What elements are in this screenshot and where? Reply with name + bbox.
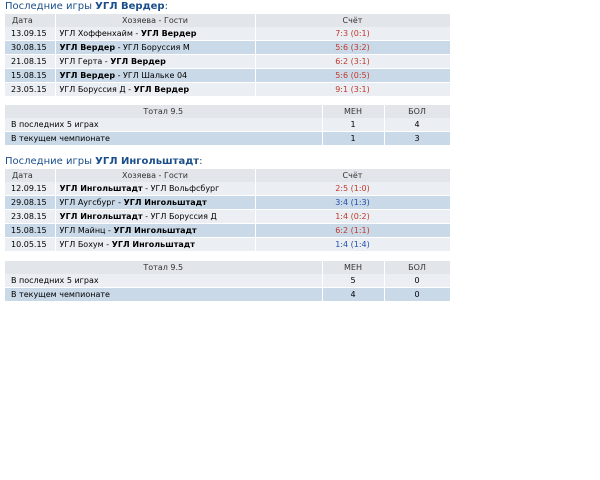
team-separator: - bbox=[103, 240, 112, 249]
team-separator: - bbox=[115, 198, 124, 207]
match-score bbox=[255, 224, 450, 238]
section-title-werder bbox=[5, 1, 168, 12]
away-team[interactable]: УГЛ Вердер bbox=[110, 57, 166, 66]
header-score: Счёт bbox=[255, 169, 450, 182]
match-date: 21.08.15 bbox=[5, 55, 55, 69]
away-team[interactable]: УГЛ Боруссия Д bbox=[150, 212, 217, 221]
table-row bbox=[5, 27, 450, 41]
match-score bbox=[255, 55, 450, 69]
match-teams bbox=[55, 27, 255, 41]
matches-table-werder bbox=[5, 14, 451, 97]
matches-body bbox=[5, 27, 450, 97]
table-row bbox=[5, 55, 450, 69]
table-row bbox=[5, 196, 450, 210]
matches-body bbox=[5, 182, 450, 252]
matches-table-ingolstadt bbox=[5, 169, 451, 252]
section-title-ingolstadt bbox=[5, 156, 202, 167]
totals-under: 1 bbox=[322, 118, 384, 132]
home-team[interactable]: УГЛ Майнц bbox=[59, 226, 106, 235]
match-score bbox=[255, 41, 450, 55]
totals-under: 1 bbox=[322, 132, 384, 146]
match-teams bbox=[55, 238, 255, 252]
totals-over: 0 bbox=[384, 288, 450, 302]
table-row bbox=[5, 41, 450, 55]
table-header bbox=[5, 169, 450, 182]
match-score bbox=[255, 210, 450, 224]
totals-row bbox=[5, 118, 450, 132]
score-link[interactable]: 9:1 (3:1) bbox=[335, 85, 370, 94]
header-score: Счёт bbox=[255, 14, 450, 27]
totals-label: В текущем чемпионате bbox=[5, 132, 322, 146]
table-row bbox=[5, 210, 450, 224]
match-teams bbox=[55, 55, 255, 69]
totals-row bbox=[5, 274, 450, 288]
match-score bbox=[255, 27, 450, 41]
match-date: 29.08.15 bbox=[5, 196, 55, 210]
home-team[interactable]: УГЛ Хоффенхайм bbox=[59, 29, 133, 38]
away-team[interactable]: УГЛ Ингольштадт bbox=[123, 198, 207, 207]
totals-row bbox=[5, 288, 450, 302]
team-separator: - bbox=[142, 212, 151, 221]
score-link[interactable]: 2:5 (1:0) bbox=[335, 184, 370, 193]
totals-header bbox=[5, 261, 450, 274]
table-row bbox=[5, 69, 450, 83]
score-link[interactable]: 1:4 (0:2) bbox=[335, 212, 370, 221]
totals-label: В последних 5 играх bbox=[5, 274, 322, 288]
match-teams bbox=[55, 182, 255, 196]
section-title-team[interactable]: УГЛ Ингольштадт bbox=[95, 156, 200, 167]
totals-header-under: МЕН bbox=[322, 105, 384, 118]
score-link[interactable]: 7:3 (0:1) bbox=[335, 29, 370, 38]
match-teams bbox=[55, 83, 255, 97]
section-title-suffix: : bbox=[199, 156, 203, 167]
team-separator: - bbox=[132, 29, 141, 38]
home-team[interactable]: УГЛ Бохум bbox=[59, 240, 104, 249]
home-team[interactable]: УГЛ Боруссия Д bbox=[59, 85, 126, 94]
score-link[interactable]: 1:4 (1:4) bbox=[335, 240, 370, 249]
totals-header-label: Тотал 9.5 bbox=[5, 261, 322, 274]
score-link[interactable]: 3:4 (1:3) bbox=[335, 198, 370, 207]
home-team[interactable]: УГЛ Ингольштадт bbox=[59, 184, 143, 193]
table-row bbox=[5, 83, 450, 97]
totals-header-label: Тотал 9.5 bbox=[5, 105, 322, 118]
totals-label: В текущем чемпионате bbox=[5, 288, 322, 302]
totals-row bbox=[5, 132, 450, 146]
match-date: 13.09.15 bbox=[5, 27, 55, 41]
away-team[interactable]: УГЛ Боруссия М bbox=[123, 43, 190, 52]
totals-header-over: БОЛ bbox=[384, 105, 450, 118]
team-separator: - bbox=[125, 85, 134, 94]
match-score bbox=[255, 238, 450, 252]
match-teams bbox=[55, 41, 255, 55]
team-separator: - bbox=[105, 226, 114, 235]
match-score bbox=[255, 83, 450, 97]
score-link[interactable]: 6:2 (1:1) bbox=[335, 226, 370, 235]
header-date: Дата bbox=[5, 14, 55, 27]
totals-body bbox=[5, 274, 450, 302]
home-team[interactable]: УГЛ Ингольштадт bbox=[59, 212, 143, 221]
section-title-team[interactable]: УГЛ Вердер bbox=[95, 1, 165, 12]
match-date: 15.08.15 bbox=[5, 224, 55, 238]
header-teams: Хозяева - Гости bbox=[55, 14, 255, 27]
team-separator: - bbox=[102, 57, 111, 66]
match-date: 23.05.15 bbox=[5, 83, 55, 97]
team-separator: - bbox=[115, 71, 124, 80]
match-date: 15.08.15 bbox=[5, 69, 55, 83]
match-score bbox=[255, 69, 450, 83]
totals-body bbox=[5, 118, 450, 146]
away-team[interactable]: УГЛ Ингольштадт bbox=[113, 226, 197, 235]
totals-header bbox=[5, 105, 450, 118]
match-score bbox=[255, 182, 450, 196]
table-row bbox=[5, 224, 450, 238]
totals-under: 5 bbox=[322, 274, 384, 288]
totals-over: 4 bbox=[384, 118, 450, 132]
team-separator: - bbox=[142, 184, 151, 193]
totals-header-over: БОЛ bbox=[384, 261, 450, 274]
match-date: 12.09.15 bbox=[5, 182, 55, 196]
totals-under: 4 bbox=[322, 288, 384, 302]
match-score bbox=[255, 196, 450, 210]
table-header bbox=[5, 14, 450, 27]
totals-over: 3 bbox=[384, 132, 450, 146]
header-date: Дата bbox=[5, 169, 55, 182]
totals-label: В последних 5 играх bbox=[5, 118, 322, 132]
section-title-prefix: Последние игры bbox=[5, 156, 96, 167]
away-team[interactable]: УГЛ Шальке 04 bbox=[123, 71, 188, 80]
away-team[interactable]: УГЛ Ингольштадт bbox=[111, 240, 195, 249]
match-date: 23.08.15 bbox=[5, 210, 55, 224]
totals-table-werder bbox=[5, 105, 451, 146]
totals-table-ingolstadt bbox=[5, 261, 451, 302]
table-row bbox=[5, 238, 450, 252]
table-row bbox=[5, 182, 450, 196]
match-teams bbox=[55, 196, 255, 210]
section-title-suffix: : bbox=[164, 1, 168, 12]
away-team[interactable]: УГЛ Вердер bbox=[140, 29, 197, 38]
match-date: 10.05.15 bbox=[5, 238, 55, 252]
away-team[interactable]: УГЛ Вердер bbox=[133, 85, 190, 94]
score-link[interactable]: 5:6 (3:2) bbox=[335, 43, 370, 52]
score-link[interactable]: 5:6 (0:5) bbox=[335, 71, 370, 80]
header-teams: Хозяева - Гости bbox=[55, 169, 255, 182]
home-team[interactable]: УГЛ Герта bbox=[59, 57, 103, 66]
totals-header-under: МЕН bbox=[322, 261, 384, 274]
section-title-prefix: Последние игры bbox=[5, 1, 96, 12]
home-team[interactable]: УГЛ Вердер bbox=[59, 43, 116, 52]
totals-over: 0 bbox=[384, 274, 450, 288]
match-teams bbox=[55, 224, 255, 238]
match-teams bbox=[55, 69, 255, 83]
match-teams bbox=[55, 210, 255, 224]
score-link[interactable]: 6:2 (3:1) bbox=[335, 57, 370, 66]
home-team[interactable]: УГЛ Аугсбург bbox=[59, 198, 116, 207]
team-separator: - bbox=[115, 43, 124, 52]
home-team[interactable]: УГЛ Вердер bbox=[59, 71, 116, 80]
away-team[interactable]: УГЛ Вольфсбург bbox=[150, 184, 220, 193]
match-date: 30.08.15 bbox=[5, 41, 55, 55]
